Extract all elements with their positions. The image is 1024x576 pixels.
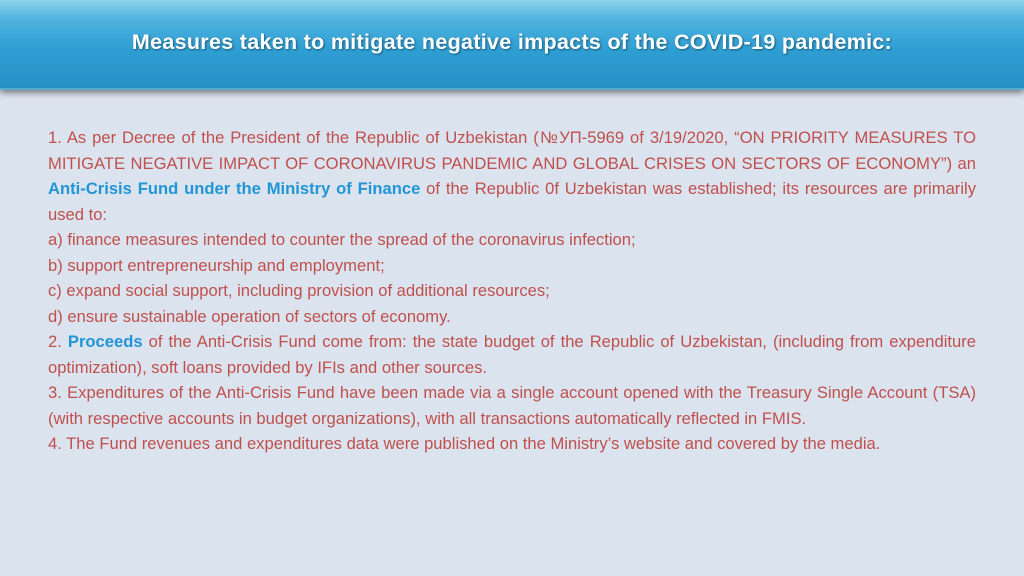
list-item-b: b) support entrepreneurship and employment; [48, 255, 385, 275]
paragraph-2-text: of the Anti-Crisis Fund come from: the state budget of the Republic of Uzbekistan, (including from expenditure optimization), soft loans provided by IFIs and other sources. [48, 332, 976, 377]
fund-name-highlight: Anti-Crisis Fund under the Ministry of Finance [48, 179, 421, 198]
title-banner [0, 0, 1024, 90]
paragraph-1-text-end: of the Republic 0f Uzbekistan was established; its resources are primarily used to: [48, 179, 976, 224]
paragraph-2-number: 2. [48, 332, 68, 351]
paragraph-4: 4. The Fund revenues and expenditures data were published on the Ministry’s website and covered by the media. [48, 434, 881, 453]
paragraph-3: 3. Expenditures of the Anti-Crisis Fund have been made via a single account opened with the Treasury Single Account (TSA) (with respective accounts in budget organizations), with all transactions automatically reflected in FMIS. [48, 383, 976, 428]
list-item-d: d) ensure sustainable operation of sectors of economy. [48, 306, 451, 326]
paragraph-1 [48, 125, 976, 227]
proceeds-highlight: Proceeds [67, 332, 143, 351]
list-item-a: a) finance measures intended to counter the spread of the coronavirus infection; [48, 230, 636, 249]
list-item-c: c) expand social support, including provision of additional resources; [48, 281, 550, 300]
body-text [48, 125, 976, 457]
paragraph-1-text: 1. As per Decree of the President of the Republic of Uzbekistan (№УП-5969 of 3/19/2020, “ON PRIORITY MEASURES TO MITIGATE NEGATIVE IMPACT OF CORONAVIRUS PANDEMIC AND GLOBAL CRISES ON SECTORS OF ECONOMY”) an [48, 128, 976, 173]
paragraph-2 [48, 329, 976, 380]
slide-title: Measures taken to mitigate negative impacts of the COVID-19 pandemic: [131, 30, 893, 54]
